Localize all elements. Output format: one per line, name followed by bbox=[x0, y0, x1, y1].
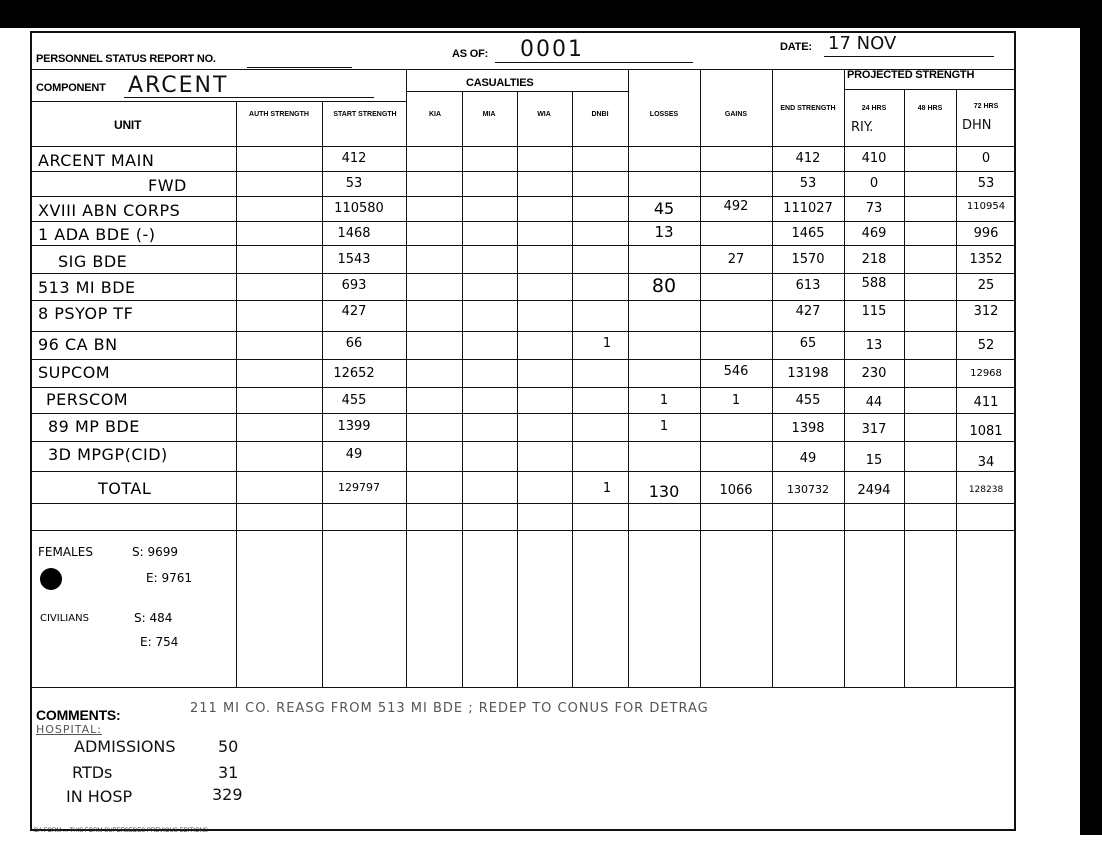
unit-name: SIG BDE bbox=[58, 252, 128, 271]
proj-24hrs: 115 bbox=[861, 304, 887, 319]
form-footer: DA FORM ... THIS FORM SUPERSEDES PREVIOUS EDITIONS bbox=[34, 828, 208, 834]
proj-72hrs: 12968 bbox=[970, 368, 1002, 379]
proj-72hrs: 996 bbox=[973, 226, 999, 241]
personnel-status-report-form bbox=[30, 31, 1016, 831]
admissions-label: ADMISSIONS bbox=[74, 737, 176, 756]
proj-24hrs: 230 bbox=[861, 366, 887, 381]
col-start: START STRENGTH bbox=[333, 111, 397, 118]
asof-field bbox=[495, 62, 693, 63]
row-rule bbox=[32, 331, 1016, 332]
scan-top-border bbox=[0, 0, 1102, 28]
gains: 492 bbox=[723, 199, 749, 214]
start-strength: 49 bbox=[345, 447, 363, 462]
row-rule bbox=[32, 387, 1016, 388]
rule-comments bbox=[32, 687, 1016, 688]
proj-72hrs: 53 bbox=[977, 176, 995, 191]
row-rule bbox=[32, 471, 1016, 472]
col-dnbi: DNBI bbox=[591, 111, 609, 118]
end-strength: 427 bbox=[795, 304, 821, 319]
component-label: COMPONENT bbox=[36, 82, 106, 94]
unit-name: 1 ADA BDE (-) bbox=[38, 225, 156, 244]
vrule-mia bbox=[462, 91, 463, 687]
asof-label: AS OF: bbox=[452, 48, 489, 60]
end-strength: 613 bbox=[795, 278, 821, 293]
row-rule bbox=[32, 530, 1016, 531]
unit-name: 3D MPGP(CID) bbox=[48, 445, 168, 464]
proj-72hrs: 1352 bbox=[969, 252, 1003, 267]
col-end: END STRENGTH bbox=[780, 105, 836, 112]
proj-24hrs: 0 bbox=[869, 176, 879, 191]
proj-72hrs: 34 bbox=[977, 455, 995, 470]
vrule-wia bbox=[517, 91, 518, 687]
col-24hrs: 24 HRS bbox=[861, 105, 887, 112]
proj-72hrs: 25 bbox=[977, 278, 995, 293]
col-unit: UNIT bbox=[114, 118, 142, 132]
end-strength: 412 bbox=[795, 151, 821, 166]
proj-24hrs: 317 bbox=[861, 422, 887, 437]
unit-name: 513 MI BDE bbox=[38, 278, 136, 297]
proj-72hrs: 312 bbox=[973, 304, 999, 319]
start-strength: 412 bbox=[341, 151, 367, 166]
row-rule bbox=[32, 300, 1016, 301]
date-label: DATE: bbox=[780, 41, 812, 53]
vrule-48hrs bbox=[904, 89, 905, 687]
start-strength: 1543 bbox=[337, 252, 371, 267]
vrule-dnbi bbox=[572, 91, 573, 687]
proj-24hrs: 73 bbox=[865, 201, 883, 216]
start-strength: 12652 bbox=[333, 366, 375, 381]
end-strength: 1570 bbox=[791, 252, 825, 267]
unit-name: SUPCOM bbox=[38, 363, 111, 382]
losses: 80 bbox=[651, 275, 677, 297]
rtd-value: 31 bbox=[218, 763, 239, 782]
unit-name: 89 MP BDE bbox=[48, 417, 140, 436]
civilians-label: CIVILIANS bbox=[40, 613, 89, 624]
gains: 27 bbox=[727, 252, 745, 267]
unit-name: FWD bbox=[148, 176, 187, 195]
gains: 546 bbox=[723, 364, 749, 379]
proj-72hrs: 0 bbox=[981, 151, 991, 166]
col-48hrs: 48 HRS bbox=[917, 105, 943, 112]
losses: 45 bbox=[653, 199, 675, 218]
start-strength: 53 bbox=[345, 176, 363, 191]
proj-24hrs: 44 bbox=[865, 395, 883, 410]
vrule-auth bbox=[236, 101, 237, 687]
proj-24hrs: 2494 bbox=[857, 483, 891, 498]
inhosp-label: IN HOSP bbox=[66, 787, 133, 806]
component-field bbox=[124, 97, 374, 98]
end-strength: 111027 bbox=[783, 201, 833, 216]
end-strength: 455 bbox=[795, 393, 821, 408]
unit-name: 8 PSYOP TF bbox=[38, 304, 134, 323]
component-value: ARCENT bbox=[128, 73, 229, 98]
col-mia: MIA bbox=[482, 111, 496, 118]
females-start: S: 9699 bbox=[132, 545, 179, 559]
end-strength: 130732 bbox=[787, 483, 829, 496]
date-field bbox=[824, 56, 994, 57]
inhosp-value: 329 bbox=[212, 785, 243, 804]
proj-72hrs: 1081 bbox=[969, 424, 1003, 439]
end-strength: 65 bbox=[799, 336, 817, 351]
comments-label: COMMENTS: bbox=[36, 707, 121, 723]
hole-punch-mark bbox=[40, 568, 62, 590]
rule-2 bbox=[32, 101, 406, 102]
end-strength: 13198 bbox=[787, 366, 829, 381]
females-end: E: 9761 bbox=[146, 571, 192, 585]
col-kia: KIA bbox=[428, 111, 442, 118]
losses: 1 bbox=[659, 419, 669, 434]
row-rule bbox=[32, 171, 1016, 172]
row-rule bbox=[32, 359, 1016, 360]
unit-name: ARCENT MAIN bbox=[38, 151, 155, 170]
rule-header-bottom bbox=[32, 146, 1016, 147]
start-strength: 1399 bbox=[337, 419, 371, 434]
proj-72hrs: 110954 bbox=[966, 201, 1006, 212]
unit-name: TOTAL bbox=[98, 479, 152, 498]
start-strength: 427 bbox=[341, 304, 367, 319]
admissions-value: 50 bbox=[218, 737, 239, 756]
proj-72hrs: 52 bbox=[977, 338, 995, 353]
unit-name: PERSCOM bbox=[46, 390, 129, 409]
proj-24hrs: 469 bbox=[861, 226, 887, 241]
row-rule bbox=[32, 245, 1016, 246]
report-no-label: PERSONNEL STATUS REPORT NO. bbox=[36, 53, 216, 65]
row-rule bbox=[32, 196, 1016, 197]
gains: 1 bbox=[731, 393, 741, 408]
col-24hrs-note: RIY. bbox=[851, 120, 874, 135]
civilians-end: E: 754 bbox=[140, 635, 179, 649]
row-rule bbox=[32, 221, 1016, 222]
end-strength: 1398 bbox=[791, 421, 825, 436]
losses: 13 bbox=[654, 223, 674, 241]
end-strength: 53 bbox=[799, 176, 817, 191]
hospital-label: HOSPITAL: bbox=[36, 723, 103, 736]
row-rule bbox=[32, 441, 1016, 442]
dnbi: 1 bbox=[602, 481, 612, 496]
unit-name: 96 CA BN bbox=[38, 335, 118, 354]
proj-24hrs: 410 bbox=[861, 151, 887, 166]
asof-value: 0001 bbox=[520, 37, 584, 62]
unit-name: XVIII ABN CORPS bbox=[38, 201, 181, 220]
start-strength: 1468 bbox=[337, 226, 371, 241]
start-strength: 693 bbox=[341, 278, 367, 293]
report-no-field bbox=[247, 67, 352, 68]
comment-line-1: 211 MI CO. REASG FROM 513 MI BDE ; REDEP TO CONUS FOR DETRAG bbox=[190, 701, 709, 716]
col-72hrs: 72 HRS bbox=[973, 103, 999, 110]
col-gains: GAINS bbox=[724, 111, 748, 118]
proj-24hrs: 13 bbox=[865, 338, 883, 353]
civilians-start: S: 484 bbox=[134, 611, 173, 625]
scan-right-border bbox=[1080, 0, 1102, 835]
losses: 130 bbox=[648, 482, 680, 501]
proj-72hrs: 411 bbox=[973, 395, 999, 410]
start-strength: 66 bbox=[345, 336, 363, 351]
start-strength: 110580 bbox=[334, 201, 384, 216]
casualties-label: CASUALTIES bbox=[466, 77, 534, 89]
vrule-start bbox=[322, 101, 323, 687]
females-label: FEMALES bbox=[38, 545, 93, 559]
proj-72hrs: 128238 bbox=[968, 485, 1004, 495]
losses: 1 bbox=[659, 393, 669, 408]
col-auth: AUTH STRENGTH bbox=[249, 111, 309, 118]
vrule-losses bbox=[628, 69, 629, 687]
end-strength: 49 bbox=[799, 451, 817, 466]
projected-strength-label: PROJECTED STRENGTH bbox=[847, 69, 975, 81]
proj-24hrs: 588 bbox=[861, 276, 887, 291]
col-wia: WIA bbox=[537, 111, 551, 118]
start-strength: 455 bbox=[341, 393, 367, 408]
end-strength: 1465 bbox=[791, 226, 825, 241]
proj-24hrs: 218 bbox=[861, 252, 887, 267]
col-72hrs-note: DHN bbox=[962, 118, 992, 133]
row-rule bbox=[32, 413, 1016, 414]
col-losses: LOSSES bbox=[649, 111, 679, 118]
start-strength: 129797 bbox=[338, 481, 380, 494]
gains: 1066 bbox=[719, 483, 753, 498]
proj-24hrs: 15 bbox=[865, 453, 883, 468]
vrule-kia bbox=[406, 69, 407, 687]
date-value: 17 NOV bbox=[828, 33, 897, 54]
row-rule bbox=[32, 503, 1016, 504]
row-rule bbox=[32, 273, 1016, 274]
rtd-label: RTDs bbox=[72, 763, 113, 782]
rule-projected bbox=[844, 89, 1016, 90]
dnbi: 1 bbox=[602, 336, 612, 351]
